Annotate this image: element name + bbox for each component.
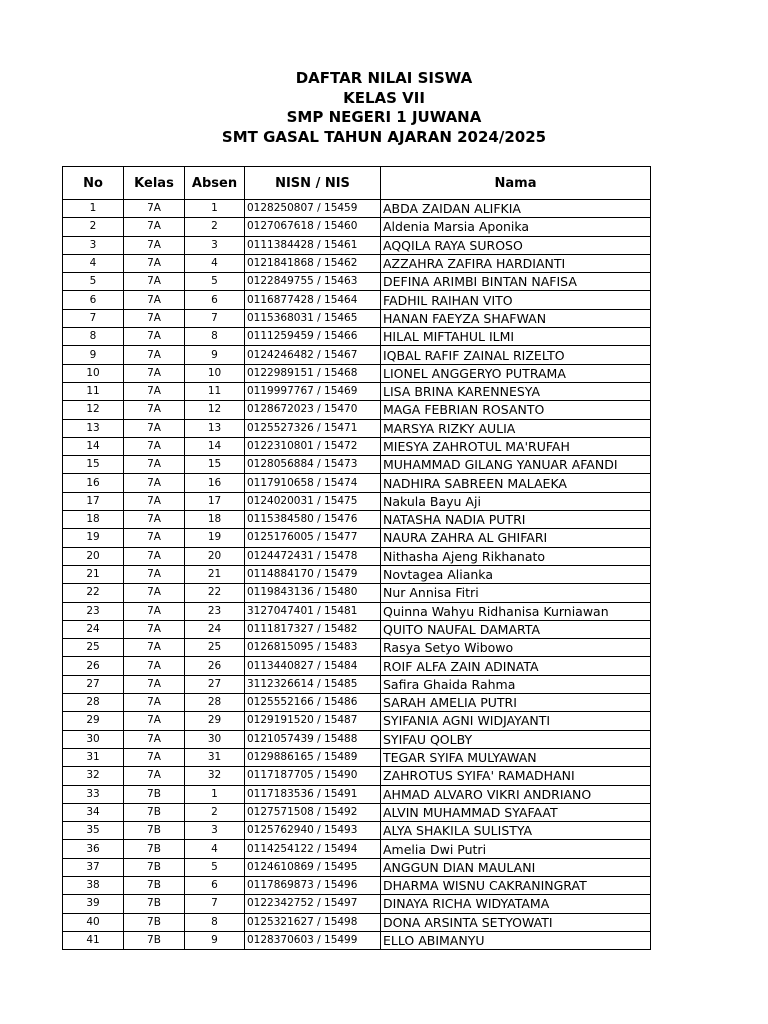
table-row	[63, 273, 651, 291]
cell-absen: 9	[185, 346, 245, 364]
cell-nama: MAGA FEBRIAN ROSANTO	[381, 401, 651, 419]
cell-nisn: 0122849755 / 15463	[245, 273, 381, 291]
cell-absen: 10	[185, 364, 245, 382]
cell-no: 9	[63, 346, 124, 364]
cell-nama: ALVIN MUHAMMAD SYAFAAT	[381, 803, 651, 821]
cell-no: 4	[63, 254, 124, 272]
cell-nisn: 0124610869 / 15495	[245, 858, 381, 876]
table-row	[63, 803, 651, 821]
cell-kelas: 7A	[124, 474, 185, 492]
cell-kelas: 7B	[124, 840, 185, 858]
table-row	[63, 858, 651, 876]
header-kelas: Kelas	[124, 167, 185, 200]
cell-nisn: 0122342752 / 15497	[245, 895, 381, 913]
cell-no: 41	[63, 931, 124, 949]
cell-kelas: 7A	[124, 273, 185, 291]
cell-no: 3	[63, 236, 124, 254]
cell-kelas: 7A	[124, 565, 185, 583]
cell-nisn: 0124472431 / 15478	[245, 547, 381, 565]
cell-no: 31	[63, 748, 124, 766]
table-row	[63, 785, 651, 803]
cell-nama: Amelia Dwi Putri	[381, 840, 651, 858]
cell-nisn: 0111817327 / 15482	[245, 620, 381, 638]
student-table	[62, 166, 651, 950]
table-row	[63, 474, 651, 492]
table-row	[63, 620, 651, 638]
table-row	[63, 492, 651, 510]
cell-kelas: 7A	[124, 584, 185, 602]
cell-no: 32	[63, 767, 124, 785]
table-row	[63, 200, 651, 218]
cell-nisn: 3127047401 / 15481	[245, 602, 381, 620]
cell-kelas: 7A	[124, 419, 185, 437]
cell-nama: HILAL MIFTAHUL ILMI	[381, 328, 651, 346]
cell-nama: AZZAHRA ZAFIRA HARDIANTI	[381, 254, 651, 272]
cell-nama: MIESYA ZAHROTUL MA'RUFAH	[381, 437, 651, 455]
title-line-2: KELAS VII	[343, 88, 425, 107]
cell-absen: 31	[185, 748, 245, 766]
cell-kelas: 7A	[124, 529, 185, 547]
cell-no: 19	[63, 529, 124, 547]
table-row	[63, 382, 651, 400]
table-row	[63, 895, 651, 913]
cell-kelas: 7A	[124, 236, 185, 254]
cell-no: 21	[63, 565, 124, 583]
cell-absen: 16	[185, 474, 245, 492]
cell-nama: DONA ARSINTA SETYOWATI	[381, 913, 651, 931]
cell-absen: 30	[185, 730, 245, 748]
cell-nama: Nakula Bayu Aji	[381, 492, 651, 510]
table-row	[63, 364, 651, 382]
cell-no: 24	[63, 620, 124, 638]
cell-kelas: 7A	[124, 382, 185, 400]
cell-no: 34	[63, 803, 124, 821]
table-row	[63, 511, 651, 529]
cell-kelas: 7A	[124, 675, 185, 693]
cell-absen: 4	[185, 840, 245, 858]
cell-nisn: 0128672023 / 15470	[245, 401, 381, 419]
cell-kelas: 7A	[124, 657, 185, 675]
cell-kelas: 7A	[124, 328, 185, 346]
cell-nisn: 0124246482 / 15467	[245, 346, 381, 364]
cell-no: 10	[63, 364, 124, 382]
cell-nisn: 0128056884 / 15473	[245, 456, 381, 474]
table-row	[63, 437, 651, 455]
cell-absen: 28	[185, 694, 245, 712]
table-row	[63, 565, 651, 583]
cell-kelas: 7A	[124, 730, 185, 748]
cell-nama: DINAYA RICHA WIDYATAMA	[381, 895, 651, 913]
cell-absen: 7	[185, 895, 245, 913]
cell-nisn: 3112326614 / 15485	[245, 675, 381, 693]
cell-absen: 11	[185, 382, 245, 400]
cell-nisn: 0124020031 / 15475	[245, 492, 381, 510]
cell-no: 12	[63, 401, 124, 419]
cell-no: 17	[63, 492, 124, 510]
table-row	[63, 767, 651, 785]
header-no: No	[63, 167, 124, 200]
cell-absen: 13	[185, 419, 245, 437]
header-nama: Nama	[381, 167, 651, 200]
cell-nisn: 0121057439 / 15488	[245, 730, 381, 748]
table-row	[63, 328, 651, 346]
cell-nisn: 0127067618 / 15460	[245, 218, 381, 236]
cell-absen: 6	[185, 291, 245, 309]
table-row	[63, 218, 651, 236]
cell-no: 1	[63, 200, 124, 218]
cell-kelas: 7B	[124, 858, 185, 876]
cell-nama: Novtagea Alianka	[381, 565, 651, 583]
cell-absen: 26	[185, 657, 245, 675]
cell-no: 16	[63, 474, 124, 492]
cell-kelas: 7A	[124, 712, 185, 730]
cell-kelas: 7B	[124, 785, 185, 803]
cell-no: 38	[63, 876, 124, 894]
cell-nisn: 0117183536 / 15491	[245, 785, 381, 803]
cell-nama: Nur Annisa Fitri	[381, 584, 651, 602]
cell-absen: 14	[185, 437, 245, 455]
cell-absen: 4	[185, 254, 245, 272]
cell-kelas: 7A	[124, 511, 185, 529]
cell-absen: 20	[185, 547, 245, 565]
table-row	[63, 584, 651, 602]
cell-nisn: 0117910658 / 15474	[245, 474, 381, 492]
table-row	[63, 876, 651, 894]
table-row	[63, 748, 651, 766]
cell-no: 2	[63, 218, 124, 236]
cell-no: 7	[63, 309, 124, 327]
cell-absen: 22	[185, 584, 245, 602]
cell-nama: FADHIL RAIHAN VITO	[381, 291, 651, 309]
cell-absen: 27	[185, 675, 245, 693]
cell-no: 23	[63, 602, 124, 620]
table-row	[63, 694, 651, 712]
cell-nama: SYIFANIA AGNI WIDJAYANTI	[381, 712, 651, 730]
cell-no: 27	[63, 675, 124, 693]
cell-nama: MUHAMMAD GILANG YANUAR AFANDI	[381, 456, 651, 474]
table-header-row	[63, 167, 651, 200]
cell-no: 29	[63, 712, 124, 730]
cell-absen: 2	[185, 803, 245, 821]
table-row	[63, 309, 651, 327]
cell-nisn: 0128370603 / 15499	[245, 931, 381, 949]
cell-nama: AQQILA RAYA SUROSO	[381, 236, 651, 254]
cell-absen: 17	[185, 492, 245, 510]
cell-kelas: 7B	[124, 931, 185, 949]
cell-no: 13	[63, 419, 124, 437]
cell-kelas: 7B	[124, 913, 185, 931]
cell-kelas: 7A	[124, 767, 185, 785]
cell-nisn: 0122989151 / 15468	[245, 364, 381, 382]
cell-nisn: 0127571508 / 15492	[245, 803, 381, 821]
table-row	[63, 254, 651, 272]
cell-nama: NADHIRA SABREEN MALAEKA	[381, 474, 651, 492]
cell-nisn: 0125176005 / 15477	[245, 529, 381, 547]
cell-no: 11	[63, 382, 124, 400]
cell-nama: Rasya Setyo Wibowo	[381, 639, 651, 657]
cell-absen: 7	[185, 309, 245, 327]
table-row	[63, 675, 651, 693]
table-row	[63, 931, 651, 949]
cell-absen: 5	[185, 858, 245, 876]
cell-nama: ABDA ZAIDAN ALIFKIA	[381, 200, 651, 218]
cell-absen: 15	[185, 456, 245, 474]
cell-nama: ALYA SHAKILA SULISTYA	[381, 822, 651, 840]
cell-no: 5	[63, 273, 124, 291]
cell-kelas: 7A	[124, 547, 185, 565]
table-row	[63, 639, 651, 657]
cell-nisn: 0117187705 / 15490	[245, 767, 381, 785]
table-row	[63, 346, 651, 364]
cell-nisn: 0114884170 / 15479	[245, 565, 381, 583]
cell-absen: 9	[185, 931, 245, 949]
table-row	[63, 401, 651, 419]
cell-nama: TEGAR SYIFA MULYAWAN	[381, 748, 651, 766]
cell-kelas: 7A	[124, 346, 185, 364]
table-row	[63, 657, 651, 675]
cell-absen: 18	[185, 511, 245, 529]
table-row	[63, 456, 651, 474]
cell-nama: Nithasha Ajeng Rikhanato	[381, 547, 651, 565]
cell-nama: Safira Ghaida Rahma	[381, 675, 651, 693]
cell-absen: 19	[185, 529, 245, 547]
cell-nisn: 0126815095 / 15483	[245, 639, 381, 657]
cell-kelas: 7A	[124, 639, 185, 657]
cell-nisn: 0116877428 / 15464	[245, 291, 381, 309]
cell-no: 36	[63, 840, 124, 858]
cell-no: 37	[63, 858, 124, 876]
header-absen: Absen	[185, 167, 245, 200]
cell-kelas: 7B	[124, 876, 185, 894]
cell-nisn: 0117869873 / 15496	[245, 876, 381, 894]
table-row	[63, 236, 651, 254]
cell-kelas: 7A	[124, 437, 185, 455]
document-title	[0, 69, 768, 147]
cell-absen: 12	[185, 401, 245, 419]
cell-no: 20	[63, 547, 124, 565]
cell-absen: 21	[185, 565, 245, 583]
cell-kelas: 7A	[124, 364, 185, 382]
cell-nisn: 0115384580 / 15476	[245, 511, 381, 529]
cell-no: 40	[63, 913, 124, 931]
cell-no: 15	[63, 456, 124, 474]
table-row	[63, 730, 651, 748]
cell-nisn: 0115368031 / 15465	[245, 309, 381, 327]
cell-nisn: 0122310801 / 15472	[245, 437, 381, 455]
cell-nama: DEFINA ARIMBI BINTAN NAFISA	[381, 273, 651, 291]
title-line-3: SMP NEGERI 1 JUWANA	[286, 108, 482, 126]
cell-nama: Aldenia Marsia Aponika	[381, 218, 651, 236]
cell-no: 30	[63, 730, 124, 748]
cell-kelas: 7A	[124, 694, 185, 712]
table-row	[63, 822, 651, 840]
cell-kelas: 7A	[124, 218, 185, 236]
cell-kelas: 7A	[124, 200, 185, 218]
cell-nama: AHMAD ALVARO VIKRI ANDRIANO	[381, 785, 651, 803]
cell-nisn: 0111259459 / 15466	[245, 328, 381, 346]
cell-nisn: 0125762940 / 15493	[245, 822, 381, 840]
cell-kelas: 7B	[124, 822, 185, 840]
cell-absen: 29	[185, 712, 245, 730]
cell-kelas: 7A	[124, 456, 185, 474]
cell-no: 18	[63, 511, 124, 529]
cell-nama: Quinna Wahyu Ridhanisa Kurniawan	[381, 602, 651, 620]
title-line-1: DAFTAR NILAI SISWA	[295, 69, 473, 87]
cell-absen: 3	[185, 822, 245, 840]
table-row	[63, 602, 651, 620]
cell-no: 14	[63, 437, 124, 455]
cell-kelas: 7B	[124, 895, 185, 913]
cell-no: 39	[63, 895, 124, 913]
cell-nama: MARSYA RIZKY AULIA	[381, 419, 651, 437]
table-row	[63, 529, 651, 547]
cell-nama: ELLO ABIMANYU	[381, 931, 651, 949]
cell-nama: ANGGUN DIAN MAULANI	[381, 858, 651, 876]
cell-nisn: 0121841868 / 15462	[245, 254, 381, 272]
cell-nisn: 0128250807 / 15459	[245, 200, 381, 218]
table-row	[63, 291, 651, 309]
cell-absen: 25	[185, 639, 245, 657]
cell-no: 35	[63, 822, 124, 840]
cell-absen: 1	[185, 785, 245, 803]
cell-kelas: 7A	[124, 602, 185, 620]
cell-absen: 2	[185, 218, 245, 236]
cell-nama: DHARMA WISNU CAKRANINGRAT	[381, 876, 651, 894]
title-line-4: SMT GASAL TAHUN AJARAN 2024/2025	[221, 127, 547, 146]
cell-nisn: 0119997767 / 15469	[245, 382, 381, 400]
header-nisn: NISN / NIS	[245, 167, 381, 200]
table-body	[63, 200, 651, 950]
table-row	[63, 712, 651, 730]
cell-nisn: 0129886165 / 15489	[245, 748, 381, 766]
cell-nama: HANAN FAEYZA SHAFWAN	[381, 309, 651, 327]
cell-nama: IQBAL RAFIF ZAINAL RIZELTO	[381, 346, 651, 364]
table-row	[63, 547, 651, 565]
cell-kelas: 7A	[124, 620, 185, 638]
cell-nisn: 0119843136 / 15480	[245, 584, 381, 602]
cell-kelas: 7A	[124, 401, 185, 419]
cell-absen: 1	[185, 200, 245, 218]
cell-nama: SYIFAU QOLBY	[381, 730, 651, 748]
cell-no: 33	[63, 785, 124, 803]
cell-absen: 24	[185, 620, 245, 638]
cell-nama: SARAH AMELIA PUTRI	[381, 694, 651, 712]
table-row	[63, 913, 651, 931]
cell-nama: ZAHROTUS SYIFA' RAMADHANI	[381, 767, 651, 785]
cell-absen: 3	[185, 236, 245, 254]
cell-nama: NATASHA NADIA PUTRI	[381, 511, 651, 529]
cell-absen: 6	[185, 876, 245, 894]
cell-kelas: 7A	[124, 291, 185, 309]
cell-no: 8	[63, 328, 124, 346]
cell-kelas: 7A	[124, 309, 185, 327]
cell-kelas: 7A	[124, 492, 185, 510]
cell-nisn: 0111384428 / 15461	[245, 236, 381, 254]
cell-no: 22	[63, 584, 124, 602]
table-row	[63, 840, 651, 858]
cell-kelas: 7A	[124, 254, 185, 272]
cell-absen: 5	[185, 273, 245, 291]
cell-nisn: 0113440827 / 15484	[245, 657, 381, 675]
cell-nama: LIONEL ANGGERYO PUTRAMA	[381, 364, 651, 382]
cell-nisn: 0129191520 / 15487	[245, 712, 381, 730]
cell-nama: ROIF ALFA ZAIN ADINATA	[381, 657, 651, 675]
cell-nisn: 0125552166 / 15486	[245, 694, 381, 712]
cell-absen: 32	[185, 767, 245, 785]
cell-kelas: 7B	[124, 803, 185, 821]
cell-nisn: 0125527326 / 15471	[245, 419, 381, 437]
cell-kelas: 7A	[124, 748, 185, 766]
cell-nisn: 0114254122 / 15494	[245, 840, 381, 858]
table-row	[63, 419, 651, 437]
cell-no: 6	[63, 291, 124, 309]
cell-absen: 23	[185, 602, 245, 620]
cell-nama: LISA BRINA KARENNESYA	[381, 382, 651, 400]
cell-absen: 8	[185, 328, 245, 346]
cell-nisn: 0125321627 / 15498	[245, 913, 381, 931]
cell-nama: QUITO NAUFAL DAMARTA	[381, 620, 651, 638]
cell-no: 25	[63, 639, 124, 657]
cell-nama: NAURA ZAHRA AL GHIFARI	[381, 529, 651, 547]
cell-absen: 8	[185, 913, 245, 931]
cell-no: 28	[63, 694, 124, 712]
cell-no: 26	[63, 657, 124, 675]
